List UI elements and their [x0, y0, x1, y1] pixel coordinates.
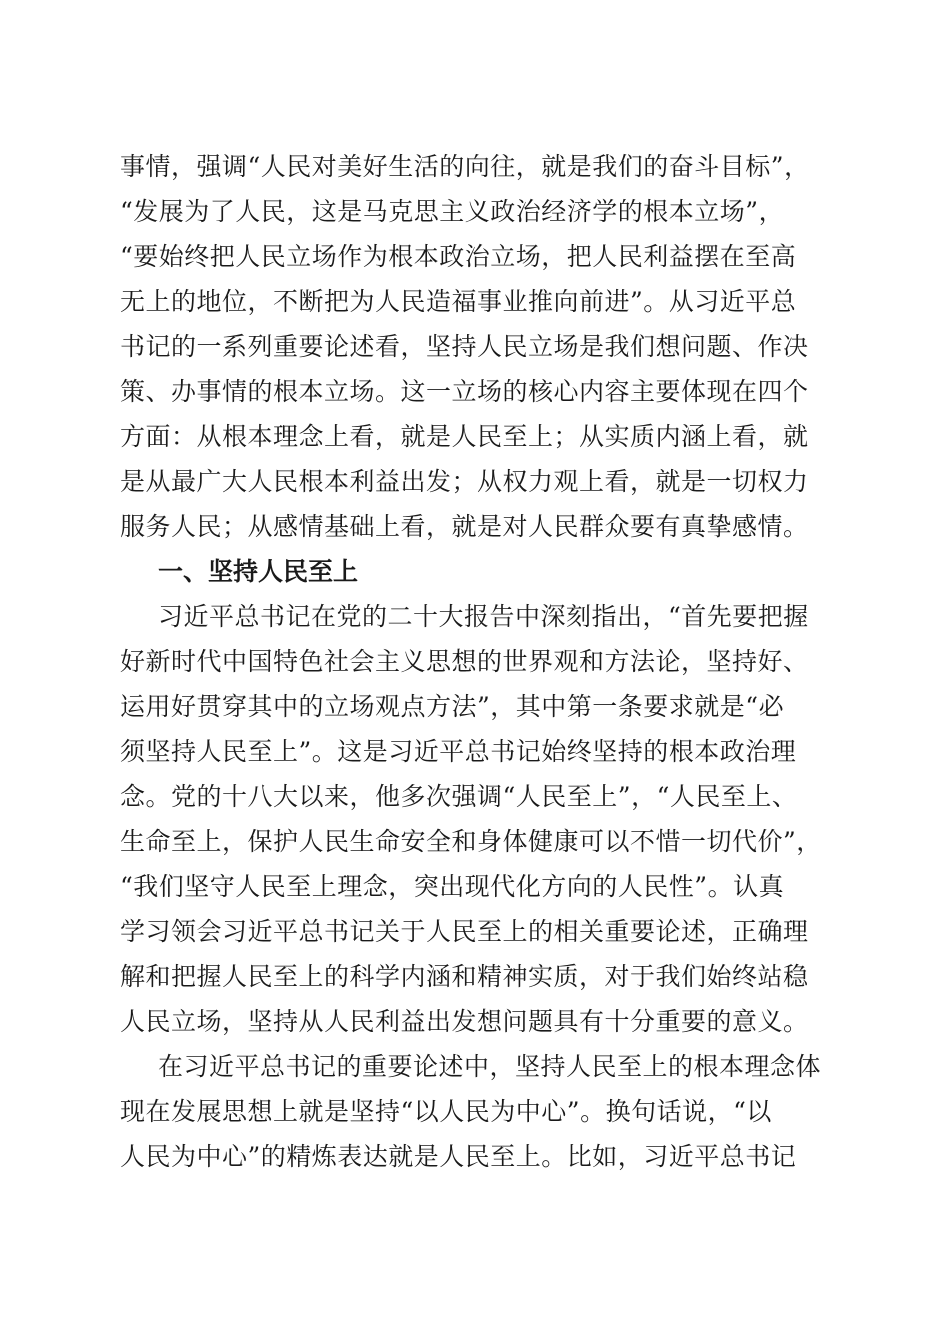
text-line: “要始终把人民立场作为根本政治立场，把人民利益摆在至高 — [120, 242, 797, 271]
text-line: 念。党的十八大以来，他多次强调“人民至上”，“人民至上、 — [120, 782, 798, 811]
text-line: 人民为中心”的精炼表达就是人民至上。比如，习近平总书记 — [120, 1142, 797, 1171]
text-line: 在习近平总书记的重要论述中，坚持人民至上的根本理念体 — [158, 1052, 822, 1081]
text-line: 人民立场，坚持从人民利益出发想问题具有十分重要的意义。 — [120, 1007, 809, 1036]
text-line: 学习领会习近平总书记关于人民至上的相关重要论述，正确理 — [120, 917, 809, 946]
text-line: 好新时代中国特色社会主义思想的世界观和方法论，坚持好、 — [120, 647, 809, 676]
text-line: 书记的一系列重要论述看，坚持人民立场是我们想问题、作决 — [120, 332, 809, 361]
text-line: 现在发展思想上就是坚持“以人民为中心”。换句话说，“以 — [120, 1097, 772, 1126]
text-line: 服务人民；从感情基础上看，就是对人民群众要有真挚感情。 — [120, 512, 809, 541]
text-line: 方面：从根本理念上看，就是人民至上；从实质内涵上看，就 — [120, 422, 809, 451]
text-line: 须坚持人民至上”。这是习近平总书记始终坚持的根本政治理 — [120, 737, 797, 766]
text-line: 事情，强调“人民对美好生活的向往，就是我们的奋斗目标”， — [120, 152, 810, 181]
text-line: “发展为了人民，这是马克思主义政治经济学的根本立场”， — [120, 197, 785, 226]
text-line: “我们坚守人民至上理念，突出现代化方向的人民性”。认真 — [120, 872, 785, 901]
text-line: 习近平总书记在党的二十大报告中深刻指出，“首先要把握 — [158, 602, 809, 631]
text-line: 生命至上，保护人民生命安全和身体健康可以不惜一切代价”， — [120, 827, 822, 856]
text-line: 无上的地位，不断把为人民造福事业推向前进”。从习近平总 — [120, 287, 797, 316]
text-line: 是从最广大人民根本利益出发；从权力观上看，就是一切权力 — [120, 467, 809, 496]
text-line: 策、办事情的根本立场。这一立场的核心内容主要体现在四个 — [120, 377, 809, 406]
text-line: 解和把握人民至上的科学内涵和精神实质，对于我们始终站稳 — [120, 962, 809, 991]
text-line: 运用好贯穿其中的立场观点方法”，其中第一条要求就是“必 — [120, 692, 785, 721]
section-heading: 一、坚持人民至上 — [158, 557, 359, 586]
